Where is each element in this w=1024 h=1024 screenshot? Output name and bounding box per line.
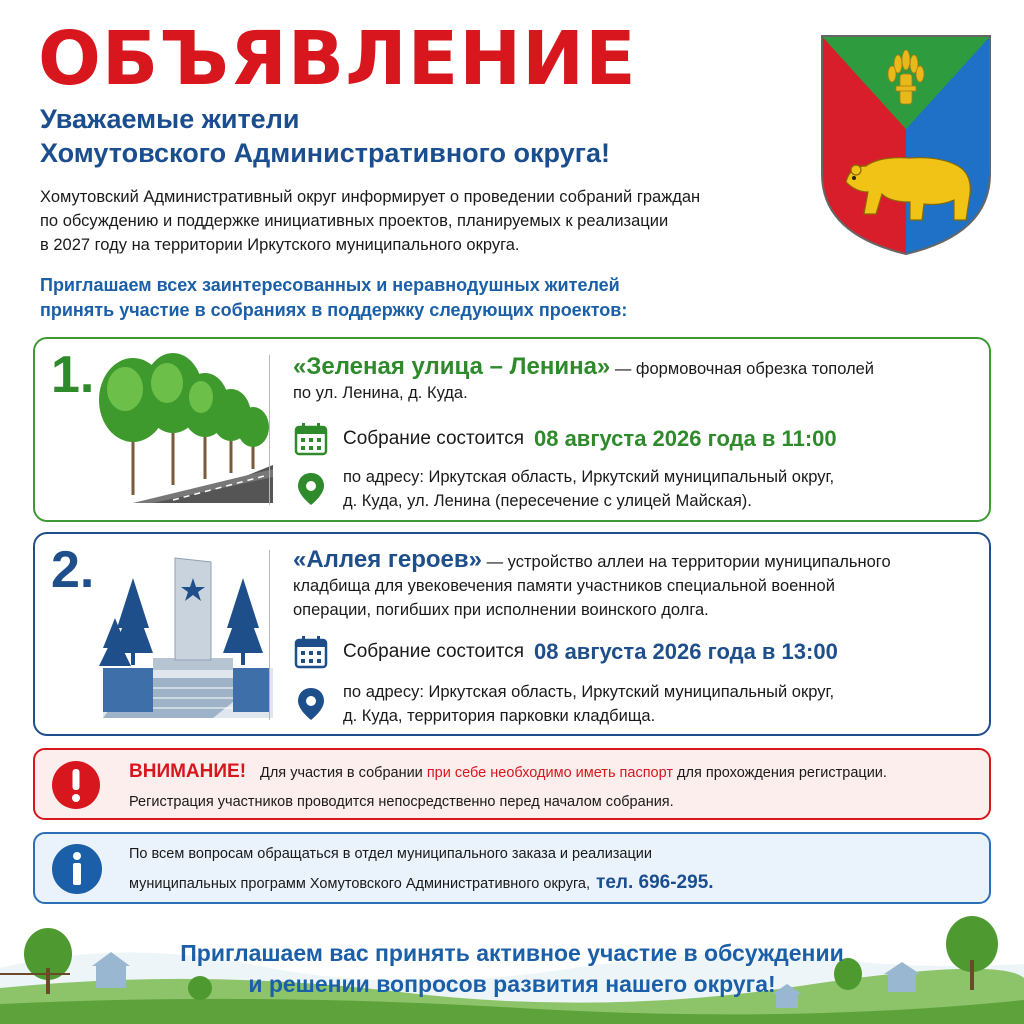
warning-line: Регистрация участников проводится непосредственно перед началом собрания.: [129, 794, 674, 810]
project-desc: кладбища для увековечения памяти участников специальной военной: [293, 577, 835, 595]
memorial-illustration: [93, 548, 273, 718]
warning-box: [33, 748, 991, 820]
invite-text: [40, 273, 627, 323]
exclamation-icon: [51, 760, 101, 810]
project-desc: — формовочная обрезка тополей: [610, 360, 875, 378]
project-name: «Аллея героев»: [293, 546, 482, 573]
info-line: По всем вопросам обращаться в отдел муниципального заказа и реализации: [129, 846, 653, 862]
project-description: [293, 355, 973, 405]
address-line: д. Куда, территория парковки кладбища.: [343, 707, 656, 725]
greeting: [40, 102, 610, 170]
info-box: [33, 832, 991, 904]
warning-line: [129, 761, 887, 783]
info-line: [129, 872, 714, 894]
address-row: [293, 465, 834, 513]
info-icon: [51, 843, 103, 895]
greeting-line: Уважаемые жители: [40, 104, 300, 134]
announcement-title: ОБЪЯВЛЕНИЕ: [38, 16, 637, 102]
divider: [269, 355, 270, 505]
footer-line: и решении вопросов развития нашего округа!: [248, 971, 776, 997]
meeting-date: 08 августа 2026 года в 13:00: [533, 639, 838, 664]
intro-line: в 2027 году на территории Иркутского муниципального округа.: [40, 236, 520, 254]
warning-text: Для участия в собрании: [260, 765, 427, 781]
meeting-row: [293, 634, 838, 670]
project-name: «Зеленая улица – Ленина»: [293, 353, 611, 380]
meeting-date: 08 августа 2026 года в 11:00: [533, 426, 837, 451]
project-card-1: [33, 337, 991, 522]
meeting-label: Собрание состоится: [343, 641, 524, 662]
intro-line: Хомутовский Административный округ информирует о проведении собраний граждан: [40, 188, 701, 206]
location-pin-icon: [293, 471, 329, 507]
address-line: по адресу: Иркутская область, Иркутский муниципальный округ,: [343, 683, 835, 701]
warning-heading: ВНИМАНИЕ!: [129, 761, 247, 782]
project-number: 1.: [51, 346, 95, 404]
meeting-address: [343, 465, 834, 513]
project-card-2: [33, 532, 991, 736]
project-number: 2.: [51, 541, 95, 599]
meeting-address: [343, 680, 834, 728]
address-row: [293, 680, 834, 728]
location-pin-icon: [293, 686, 329, 722]
address-line: по адресу: Иркутская область, Иркутский муниципальный округ,: [343, 468, 835, 486]
info-text: муниципальных программ Хомутовского Административного округа,: [129, 876, 591, 892]
phone-number: тел. 696-295.: [596, 872, 714, 893]
coat-of-arms-icon: [820, 34, 992, 256]
meeting-label: Собрание состоится: [343, 428, 524, 449]
project-description: [293, 548, 973, 622]
warning-highlight: при себе необходимо иметь паспорт: [426, 765, 674, 781]
intro-line: по обсуждению и поддержке инициативных проектов, планируемых к реализации: [40, 212, 669, 230]
footer-line: Приглашаем вас принять активное участие в обсуждении: [180, 940, 844, 966]
invite-line: принять участие в собраниях в поддержку следующих проектов:: [40, 300, 628, 320]
footer-invitation: [0, 938, 1024, 1000]
calendar-icon: [293, 634, 329, 670]
calendar-icon: [293, 421, 329, 457]
project-desc: по ул. Ленина, д. Куда.: [293, 384, 468, 402]
project-desc: — устройство аллеи на территории муниципального: [482, 553, 891, 571]
invite-line: Приглашаем всех заинтересованных и неравнодушных жителей: [40, 275, 620, 295]
greeting-line: Хомутовского Административного округа!: [40, 138, 610, 168]
address-line: д. Куда, ул. Ленина (пересечение с улицей Майская).: [343, 492, 752, 510]
trees-road-illustration: [93, 345, 273, 505]
meeting-row: [293, 421, 837, 457]
divider: [269, 550, 270, 720]
intro-text: [40, 185, 800, 257]
project-desc: операции, погибших при исполнении воинского долга.: [293, 601, 709, 619]
warning-text: для прохождения регистрации.: [673, 765, 887, 781]
